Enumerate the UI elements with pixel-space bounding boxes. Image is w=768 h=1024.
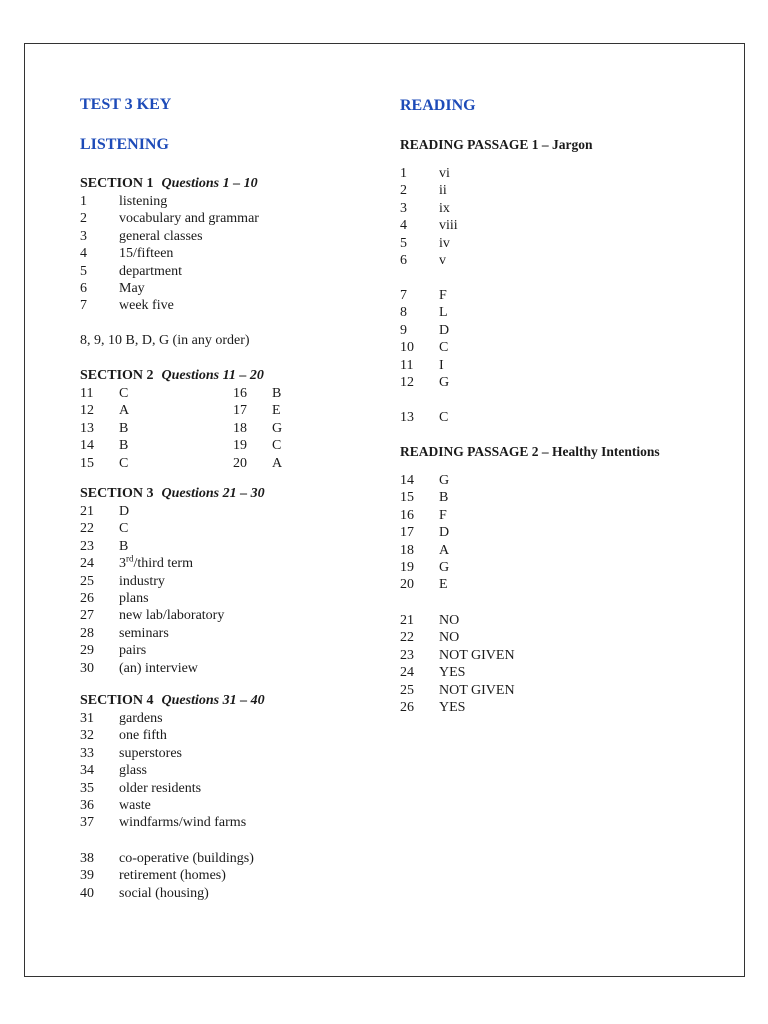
section-1-heading [80,176,258,192]
section-3-answers [80,503,224,677]
answer-row: 26 plans [80,590,149,606]
answer-row: 3 ix [400,200,450,216]
answer-row: 2 ii [400,183,447,199]
answer-row: 2 vocabulary and grammar [80,211,259,227]
answer-row: 30 (an) interview [80,660,198,676]
answer-row: 37 windfarms/wind farms [80,815,247,831]
answer-row: 15 C 20 A [80,455,283,471]
passage-2-title: READING PASSAGE 2 – Healthy Intentions [400,444,660,459]
answer-row: 10 C [400,340,449,356]
section-1-answers [80,193,259,315]
section-questions: Questions 1 – 10 [161,176,258,191]
answer-row: 18 A [400,542,450,558]
answer-row: 17 D [400,525,450,541]
section-4-heading: SECTION 4 Questions 31 – 40 [80,693,265,708]
answer-row: 7 F [400,288,447,303]
passage-1-title: READING PASSAGE 1 – Jargon [400,137,593,152]
reading-heading: READING [400,97,476,114]
passage-2-answers-a [400,472,449,594]
answer-row: 16 F [400,507,447,523]
answer-row: 7 week five [80,298,174,314]
answer-row: 21 D [80,504,130,519]
section-1-extra-answer: 8, 9, 10 B, D, G (in any order) [80,333,250,348]
answer-row: 6 May [80,280,145,296]
answer-row: 28 seminars [80,625,169,641]
section-4-answers-b [80,850,254,902]
answer-row: 24 3rd/third term [80,553,193,572]
answer-row: 15 B [400,490,449,506]
answer-row: 35 older residents [80,780,202,796]
passage-2-answers-b [400,612,515,716]
answer-row: 12 G [400,374,450,390]
answer-row: 14 G [400,473,450,488]
answer-row: 21 NO [400,613,460,628]
test-title: TEST 3 KEY [80,96,172,113]
listening-heading: LISTENING [80,136,169,153]
answer-row: 40 social (housing) [80,885,209,901]
answer-row: 4 15/fifteen [80,246,174,262]
answer-row: 11 C 16 B [80,386,282,401]
section-2-heading: SECTION 2 Questions 11 – 20 [80,368,264,383]
answer-row: 23 B [80,538,129,554]
answer-row: 27 new lab/laboratory [80,608,225,624]
answer-row: 38 co-operative (buildings) [80,851,254,866]
answer-row: 9 D [400,322,450,338]
answer-row: 34 glass [80,763,147,779]
answer-row: 13 B 18 G [80,420,283,436]
section-3-heading: SECTION 3 Questions 21 – 30 [80,486,265,501]
answer-row: 25 NOT GIVEN [400,682,515,698]
answer-row: 20 E [400,577,448,593]
answer-row: 36 waste [80,797,151,813]
answer-row: 5 department [80,263,182,279]
answer-row: 29 pairs [80,643,147,659]
answer-row: 12 A 17 E [80,403,281,419]
answer-row: 22 C [80,521,129,537]
answer-row: 6 v [400,252,446,268]
answer-row: 11 I [400,357,444,373]
passage-1-answers-a [400,165,458,269]
section-2-answers [80,385,282,472]
answer-row: 3 general classes [80,228,203,244]
section-4-answers [80,710,246,832]
section-label: SECTION 1 [80,176,154,191]
answer-row: 32 one fifth [80,728,167,744]
answer-row: 26 YES [400,699,466,715]
answer-row: 14 B 19 C [80,438,282,454]
answer-row: 33 superstores [80,745,182,761]
answer-row: 39 retirement (homes) [80,868,226,884]
answer-row: 1 vi [400,166,450,181]
answer-row: 31 gardens [80,711,163,726]
answer-row: 4 viii [400,218,458,234]
passage-1-answers-c [400,409,448,426]
passage-1-answers-b [400,287,449,391]
answer-row: 22 NO [400,630,460,646]
answer-row: 23 NOT GIVEN [400,647,515,663]
answer-row: 1 listening [80,194,168,209]
answer-row: 19 G [400,559,450,575]
answer-row: 25 industry [80,573,165,589]
answer-row: 8 L [400,305,448,321]
answer-row: 24 YES [400,665,466,681]
answer-row: 13 C [400,410,449,425]
answer-row: 5 iv [400,235,450,251]
